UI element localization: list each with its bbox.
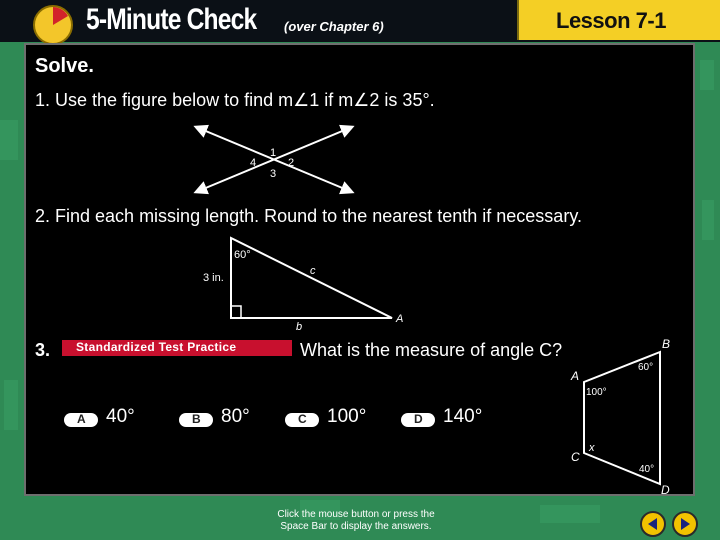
choice-b-letter: B [192,412,201,426]
trap-vertex-a: A [571,369,580,383]
right-angle-mark [231,306,241,318]
question-1: 1. Use the figure below to find m∠1 if m∠2 is 35°. [35,90,435,110]
choice-d-letter: D [414,412,423,426]
question-3: What is the measure of angle C? [300,340,563,360]
choice-d-badge[interactable] [401,413,435,427]
trap-vertex-d: D [661,483,670,497]
question-2: 2. Find each missing length. Round to the nearest tenth if necessary. [35,206,582,226]
triangle-label-b: b [296,321,303,333]
choice-a-letter: A [77,412,86,426]
angle-label-4: 4 [250,157,257,169]
choice-c-letter: C [298,412,307,426]
question-3-number: 3. [35,340,51,360]
triangle-vertex-a: A [396,313,404,325]
angle-label-2: 2 [288,157,295,169]
angle-label-3: 3 [270,168,277,180]
solve-heading: Solve. [35,55,94,77]
choice-c-value[interactable]: 100° [327,406,367,427]
angle-label-1: 1 [270,147,277,159]
page-subtitle: (over Chapter 6) [284,19,384,34]
lesson-label: Lesson 7-1 [556,8,666,33]
choice-b-badge[interactable] [179,413,213,427]
triangle-side-3in: 3 in. [203,272,224,284]
choice-d-value[interactable]: 140° [443,406,483,427]
choice-a-badge[interactable] [64,413,98,427]
badge-label: Standardized Test Practice [76,340,237,354]
trap-vertex-b: B [662,337,671,351]
footer-line-1: Click the mouse button or press the [277,509,435,520]
triangle-label-c: c [310,265,316,277]
trap-angle-40: 40° [639,464,655,475]
arrow-left-icon [642,513,664,535]
previous-button[interactable] [640,511,666,537]
footer-line-2: Space Bar to display the answers. [280,521,432,532]
trap-angle-60: 60° [638,362,654,373]
trap-angle-x: x [589,442,595,454]
triangle-angle-60: 60° [234,249,251,261]
trap-angle-100: 100° [586,387,607,398]
footer-instructions [250,509,462,533]
right-triangle [231,238,392,318]
trap-vertex-c: C [571,450,580,464]
choice-a-value[interactable]: 40° [106,406,135,427]
choice-b-value[interactable]: 80° [221,406,250,427]
next-button[interactable] [672,511,698,537]
choice-c-badge[interactable] [285,413,319,427]
arrow-right-icon [674,513,696,535]
page-title: 5-Minute Check [86,3,257,36]
